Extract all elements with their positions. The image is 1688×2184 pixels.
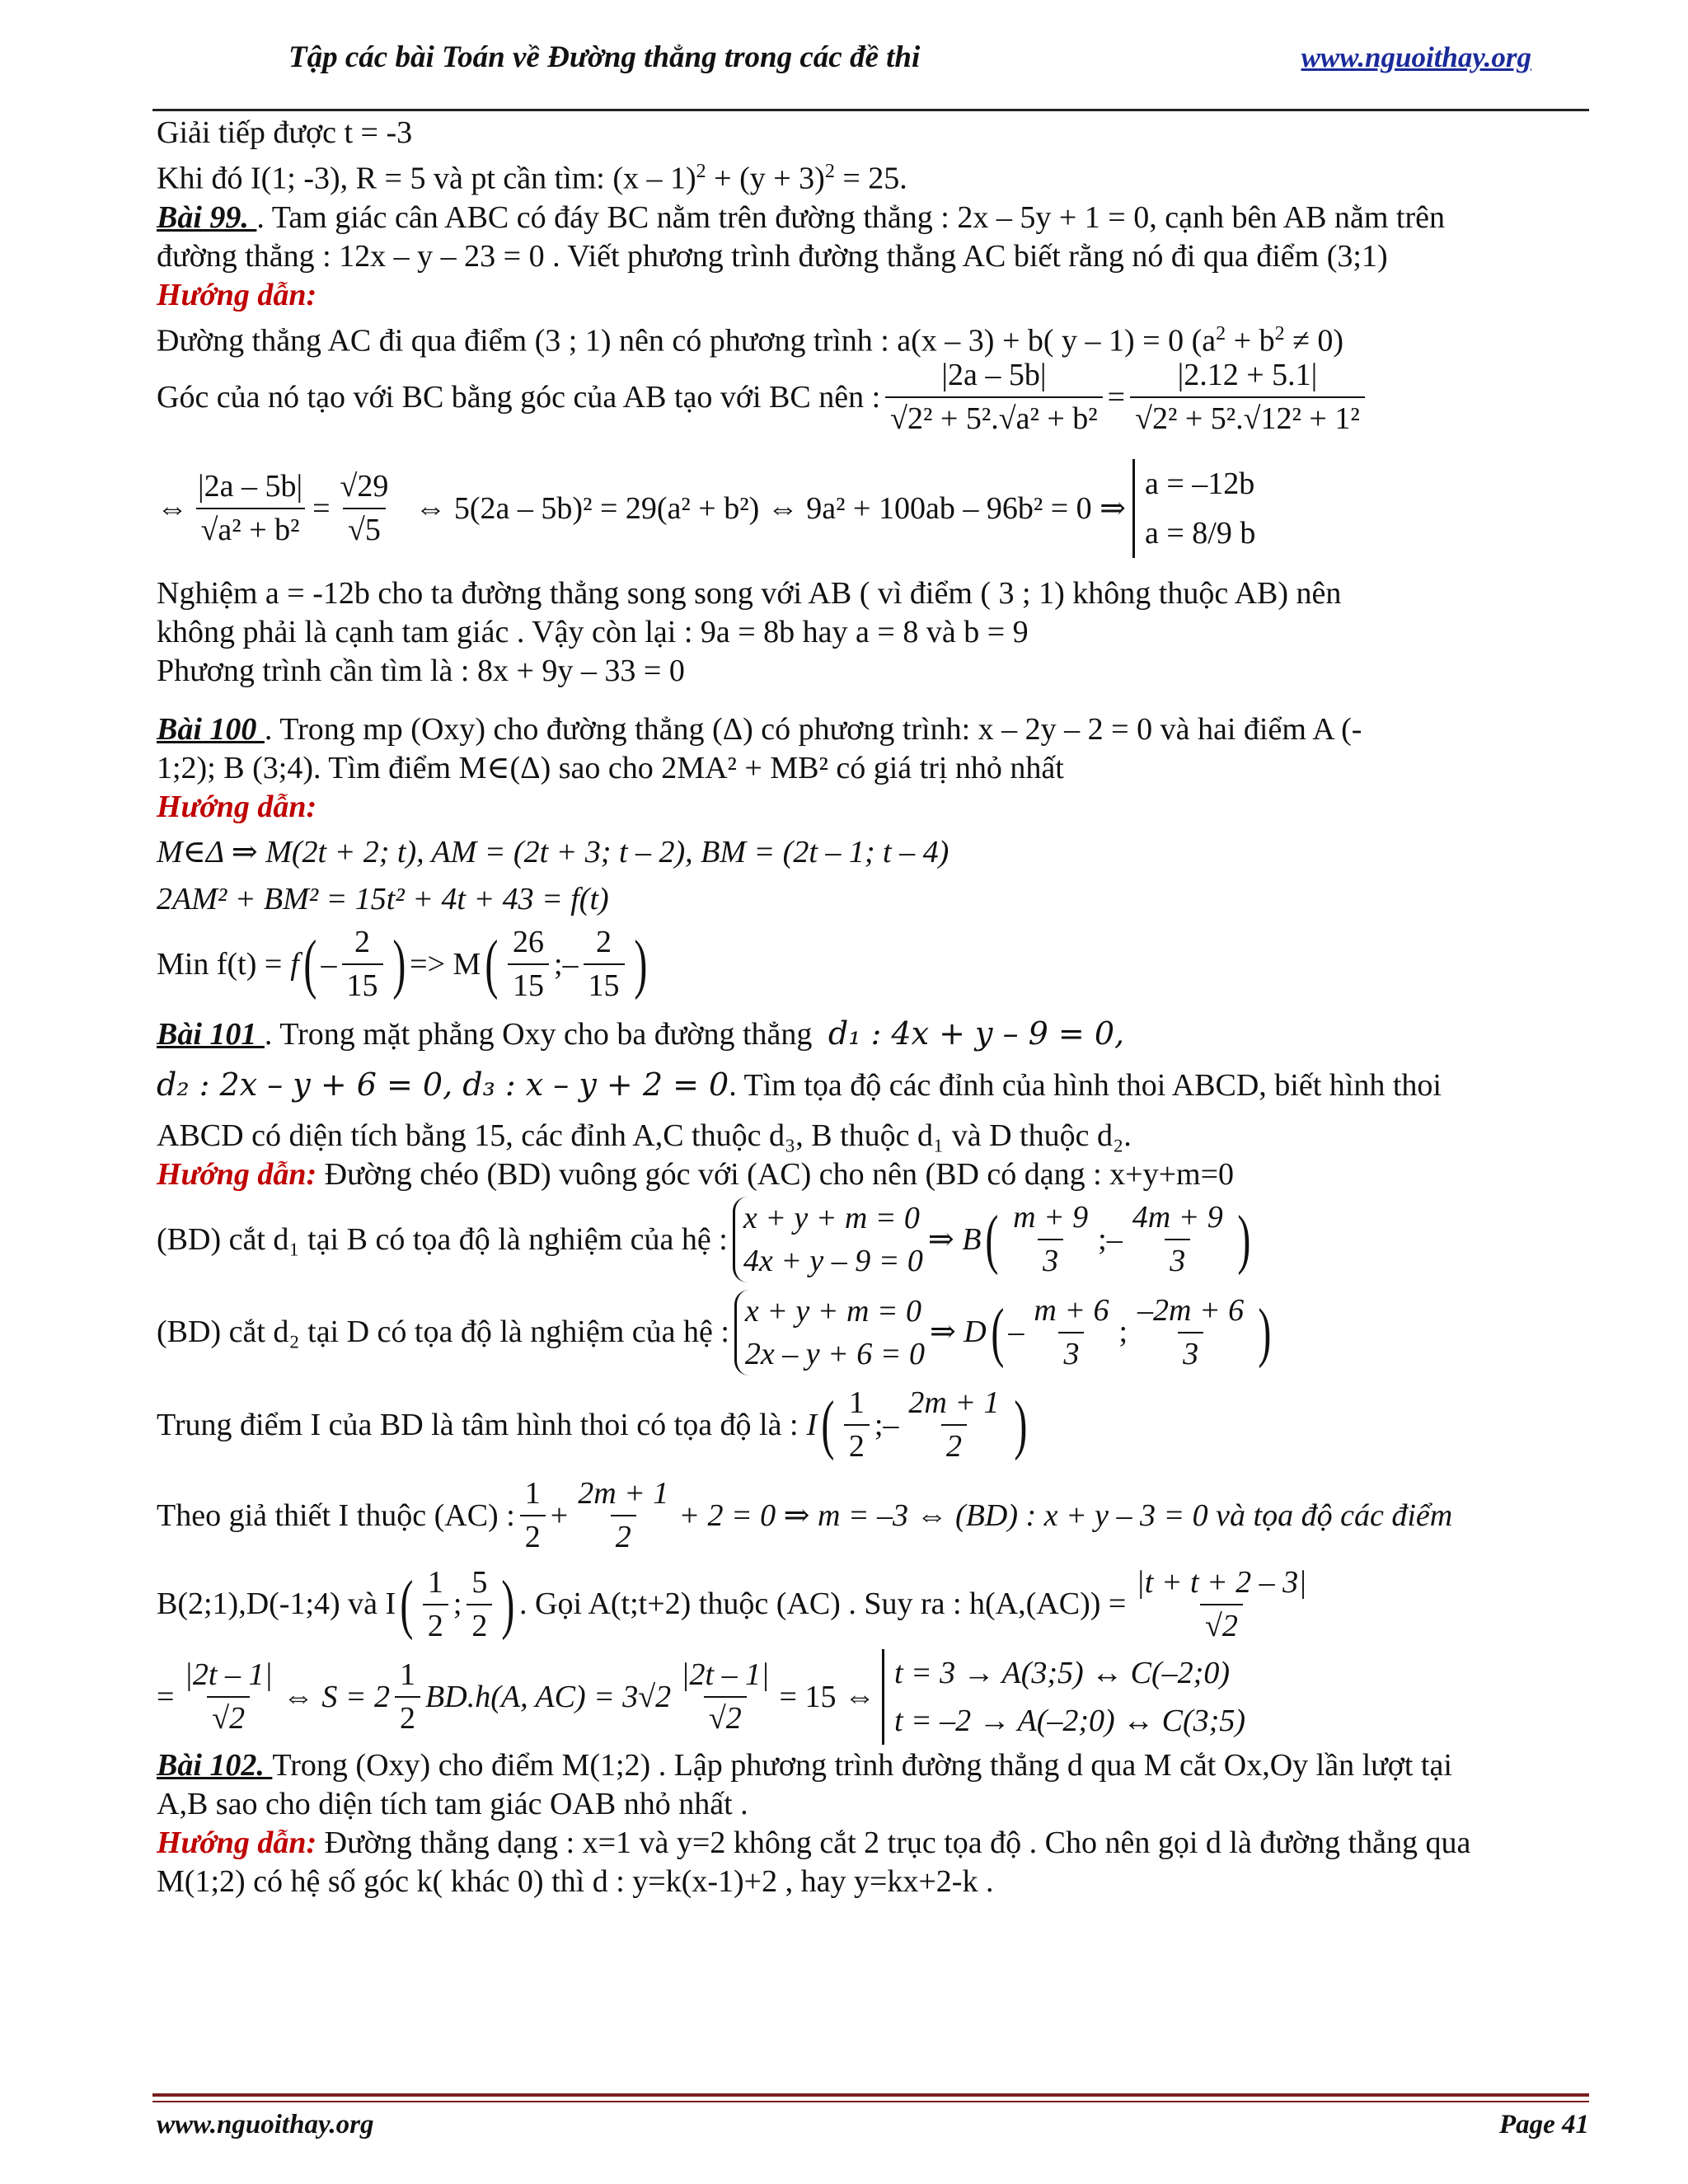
- formula-area: = $\frac{|2t - 1|}{√2}$ ⇔ S = 2 $\frac{1}{2}$ BD.h(A, AC) = 3√2 $\frac{|2t - 1|}{√2}$ = 15 ⇔ t = 3 → A(3;5) ↔ C(–2;0) t = –2 → A(–2;0) ↔ C(3;5): [157, 1647, 1558, 1746]
- text-line: Hướng dẫn: Đường chéo (BD) vuông góc với (AC) cho nên (BD có dạng : x+y+m=0: [157, 1157, 1235, 1193]
- text-line: Khi đó I(1; -3), R = 5 và pt cần tìm: $(x - 1)^2 + (y + 3)^2 = 25$.: [157, 161, 907, 196]
- text-line: đường thẳng : 12x – y – 23 = 0 . Viết phương trình đường thẳng AC biết rằng nó đi qua điểm (3;1): [157, 238, 1388, 274]
- formula-angle: Góc của nó tạo với BC bằng góc của AB tạo với BC nên : $\frac{|2a - 5b|}{\text{√2² + 5².√a² + b²}}$ = $\frac{|2.12 + 5.1|}{\text{√2² + 5².√12² + 1²}}$: [157, 360, 1558, 434]
- formula-midpoint: Trung điểm I của BD là tâm hình thoi có tọa độ là : I ( $\frac{1}{2}$ ;– $\frac{2m + 1}{2}$ ): [157, 1380, 1558, 1470]
- text-line: Giải tiếp được t = -3: [157, 115, 413, 150]
- guide-heading: Hướng dẫn:: [157, 277, 317, 312]
- problem-heading: Bài 100: [157, 712, 265, 748]
- formula-line: M∈Δ ⇒ M(2t + 2; t), AM = (2t + 3; t – 2), BM = (2t – 1; t – 4): [157, 835, 950, 870]
- problem-heading: Bài 99.: [157, 199, 257, 235]
- guide-heading: Hướng dẫn:: [157, 790, 317, 825]
- formula-condition: Theo giả thiết I thuộc (AC) : $\frac{1}{2}$ + $\frac{2m + 1}{2}$ + 2 = 0 ⇒ m = –3 ⇔ (BD) : x + y – 3 = 0 và tọa độ các điểm: [157, 1470, 1558, 1561]
- text-line: d₂ : 2x – y + 6 = 0, d₃ : x – y + 2 = 0. Tìm tọa độ các đỉnh của hình thoi ABCD, biết hình thoi: [157, 1066, 1442, 1104]
- footer-divider: [152, 2093, 1589, 2097]
- problem-102: Bài 102. Trong (Oxy) cho điểm M(1;2) . Lập phương trình đường thẳng d qua M cắt Ox,Oy lần lượt tại: [157, 1748, 1452, 1783]
- page-header: [157, 40, 1531, 105]
- text-line: không phải là cạnh tam giác . Vậy còn lại : 9a = 8b hay a = 8 và b = 9: [157, 615, 1029, 650]
- header-title: Tập các bài Toán về Đường thẳng trong các đề thi: [288, 40, 921, 74]
- page-number: Page 41: [1498, 2110, 1589, 2139]
- footer-divider-thin: [152, 2101, 1589, 2102]
- formula-points: B(2;1),D(-1;4) và I ( $\frac{1}{2}$ ; $\frac{5}{2}$ ) . Gọi A(t;t+2) thuộc (AC) . Suy ra : h(A,(AC)) = $\frac{|t + t + 2 - 3|}{√2}$: [157, 1561, 1558, 1647]
- text-line: Phương trình cần tìm là : 8x + 9y – 33 = 0: [157, 654, 685, 689]
- formula-line: 2AM² + BM² = 15t² + 4t + 43 = f(t): [157, 882, 609, 917]
- formula-solve: ⇔ $\frac{|2a - 5b|}{\text{√a² + b²}}$ = $\frac{√29}{√5}$ ⇔ 5(2a – 5b)² = 29(a² + b²) ⇔ 9a² + 100ab – 96b² = 0 ⇒ a = –12b a = 8/9 b: [157, 443, 1558, 574]
- text-line: A,B sao cho diện tích tam giác OAB nhỏ nhất .: [157, 1787, 748, 1822]
- text-line: Nghiệm a = -12b cho ta đường thẳng song song với AB ( vì điểm ( 3 ; 1) không thuộc AB) nên: [157, 576, 1342, 612]
- problem-100: Bài 100 . Trong mp (Oxy) cho đường thẳng (Δ) có phương trình: x – 2y – 2 = 0 và hai điểm A (-: [157, 712, 1362, 748]
- problem-101: Bài 101 . Trong mặt phẳng Oxy cho ba đường thẳng d₁ : 4x + y – 9 = 0,: [157, 1015, 1125, 1052]
- text-line: ABCD có diện tích bằng 15, các đỉnh A,C thuộc d₃, B thuộc d₁ và D thuộc d₂.: [157, 1118, 1132, 1154]
- problem-heading: Bài 102.: [157, 1748, 273, 1783]
- footer-url[interactable]: www.nguoithay.org: [157, 2110, 374, 2139]
- text-line: 1;2); B (3;4). Tìm điểm M∈(Δ) sao cho 2MA² + MB² có giá trị nhỏ nhất: [157, 751, 1064, 786]
- text-line: M(1;2) có hệ số góc k( khác 0) thì d : y=k(x-1)+2 , hay y=kx+2-k .: [157, 1864, 994, 1900]
- text-line: Hướng dẫn: Đường thẳng dạng : x=1 và y=2 không cắt 2 trục tọa độ . Cho nên gọi d là đường thẳng qua: [157, 1825, 1471, 1861]
- problem-99: Bài 99. . Tam giác cân ABC có đáy BC nằm trên đường thẳng : 2x – 5y + 1 = 0, cạnh bên AB nằm trên: [157, 199, 1446, 235]
- formula-system-b: (BD) cắt d₁ tại B có tọa độ là nghiệm của hệ : x + y + m = 0 4x + y – 9 = 0 ⇒ B ( $\frac{m + 9}{3}$ ;– $\frac{4m + 9}{3}$ ): [157, 1194, 1558, 1285]
- problem-heading: Bài 101: [157, 1017, 265, 1052]
- formula-min: Min f(t) = f ( – $\frac{2}{15}$ ) => M ( $\frac{26}{15}$ ;– $\frac{2}{15}$ ): [157, 919, 1558, 1010]
- header-url-link[interactable]: www.nguoithay.org: [1301, 41, 1531, 73]
- header-divider: [152, 109, 1589, 111]
- formula-system-d: (BD) cắt d₂ tại D có tọa độ là nghiệm của hệ : x + y + m = 0 2x – y + 6 = 0 ⇒ D ( – $\frac{m + 6}{3}$ ; $\frac{-2m + 6}{3}$ ): [157, 1285, 1558, 1380]
- text-line: Đường thẳng AC đi qua điểm (3 ; 1) nên có phương trình : a(x – 3) + b( y – 1) = 0 $(a^2 + b^2 \ne 0)$: [157, 322, 1344, 359]
- document-body: [157, 114, 1558, 1901]
